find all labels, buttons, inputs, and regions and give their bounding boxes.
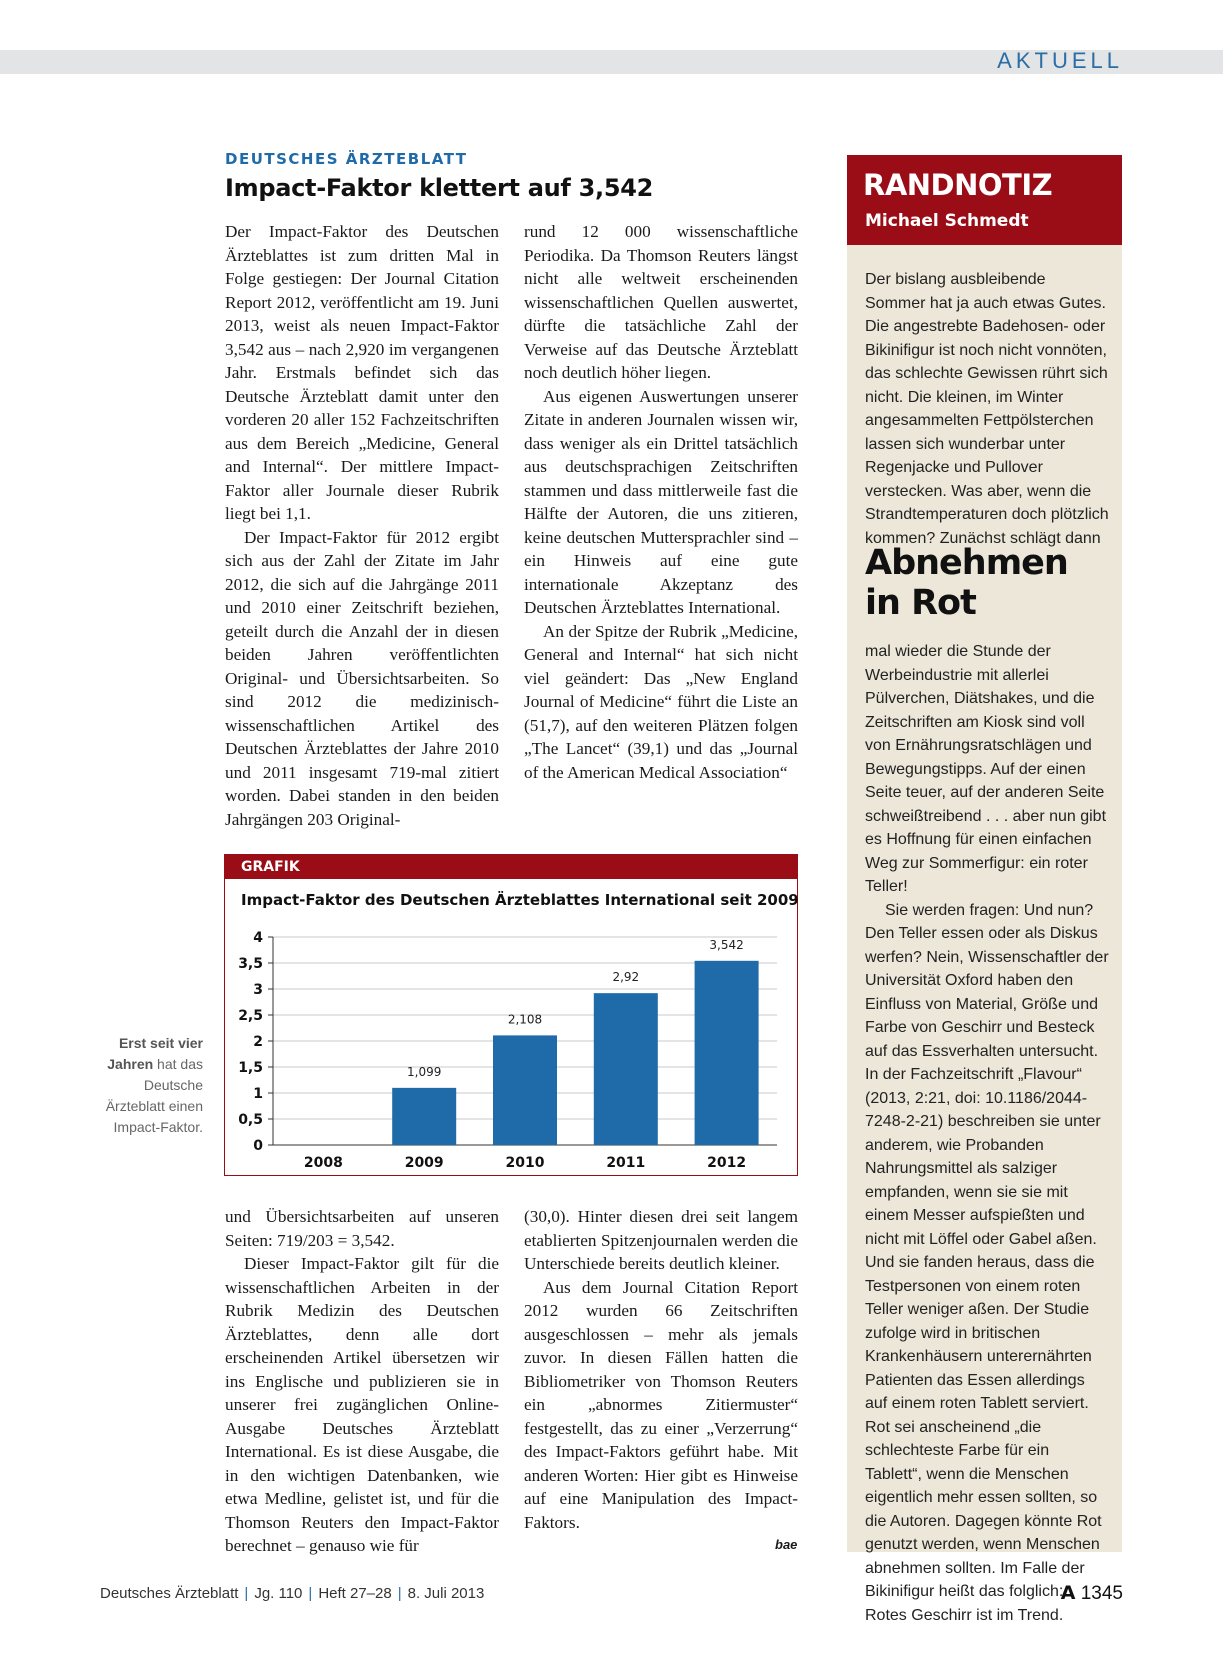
footer-separator: | bbox=[397, 1585, 402, 1602]
paragraph: Der Impact-Faktor für 2012 ergibt sich aus der Zahl der Zitate im Jahr 2012, die sich auf die Jahrgänge 2011 und 2010 einer Zeitschrift beziehen, geteilt durch die Anzahl der in diesen beiden Jahren veröffentlichten Original- und Übersichtsarbeiten. So sind 2012 die medizinisch-wissenschaftlichen Artikel des Deutschen Ärzteblattes der Jahre 2010 und 2011 insgesamt 719-mal zitiert worden. Dabei standen in den beiden Jahrgängen 203 Original- bbox=[225, 527, 499, 829]
paragraph: (30,0). Hinter diesen drei seit langem etablierten Spitzenjournalen werden die Unterschiede bereits deutlich kleiner. bbox=[524, 1207, 798, 1273]
sidebar-headline-line2: in Rot bbox=[865, 583, 976, 623]
footer-separator: | bbox=[308, 1585, 313, 1602]
paragraph: Der bislang ausbleibende Sommer hat ja auch etwas Gutes. Die angestrebte Badehosen- oder Bikinifigur ist noch nicht vonnöten, das schlechte Gewissen rührt sich nicht. Die kleinen, im Winter angesammelten Fettpölsterchen lassen sich wunderbar unter Regenjacke und Pullover verstecken. Was aber, wenn die Strandtemperaturen doch plötzlich kommen? Zunächst schlägt dann bbox=[865, 271, 1109, 547]
article-column-2 bbox=[524, 220, 798, 784]
paragraph: Sie werden fragen: Und nun? Den Teller essen oder als Diskus werfen? Nein, Wissenschaftler der Universität Oxford haben den Einfluss von Material, Größe und Farbe von Geschirr und Besteck auf das Essverhalten untersucht. In der Fachzeitschrift „Flavour“ (2013, 2:21, doi: 10.1186/2044-7248-2-21) beschreiben sie unter anderem, wie Probanden Nahrungsmittel als salziger empfanden, wenn sie sie mit einem Messer aufspießten und nicht mit Löffel oder Gabel aßen. Und sie fanden heraus, dass die Testpersonen von einem roten Teller weniger aßen. Der Studie zufolge wird in britischen Krankenhäusern unterernährten Patienten das Essen allerdings auf einem roten Tablett serviert. Rot sei anscheinend „die schlechteste Farbe für ein Tablett“, wenn die Menschen eigentlich mehr essen sollten, so die Autoren. Dagegen könnte Rot genutzt werden, wenn Menschen abnehmen sollten. Im Falle der Bikinifigur heißt das folglich: Rotes Geschirr ist im Trend. bbox=[865, 901, 1109, 1624]
page-footer bbox=[100, 1585, 484, 1602]
y-tick-label: 3,5 bbox=[238, 956, 263, 972]
paragraph: Aus dem Journal Citation Report 2012 wurden 66 Zeitschriften ausgeschlossen – mehr als jemals zuvor. In diesen Fällen hatten die Bibliometriker von Thomson Reuters ein „abnormes Zitiermuster“ festgestellt, das zu einer „Verzerrung“ des Impact-Faktors geführt habe. Mit anderen Worten: Hier gibt es Hinweise auf eine Manipulation des Impact-Faktors. bbox=[524, 1277, 798, 1532]
y-tick-label: 1,5 bbox=[238, 1060, 263, 1076]
paragraph: mal wieder die Stunde der Werbeindustrie mit allerlei Pülverchen, Diätshakes, und die Zeitschriften am Kiosk sind voll von Ernährungsratschlägen und Bewegungstipps. Auf der einen Seite teuer, auf der anderen Seite schweißtreibend . . . aber nun gibt es Hoffnung für einen einfachen Weg zur Sommerfigur: ein roter Teller! bbox=[865, 643, 1107, 895]
footer-issue: Heft 27–28 bbox=[318, 1585, 392, 1602]
footer-date: 8. Juli 2013 bbox=[407, 1585, 485, 1602]
article-column-4 bbox=[524, 1205, 798, 1534]
paragraph: und Übersichtsarbeiten auf unseren Seiten: 719/203 = 3,542. bbox=[225, 1207, 499, 1250]
impact-factor-chart bbox=[224, 854, 798, 1176]
footer-journal: Deutsches Ärzteblatt bbox=[100, 1585, 239, 1602]
caption-text: hat das Deutsche Ärzteblatt einen Impact-Faktor. bbox=[105, 1056, 203, 1135]
x-tick-label: 2012 bbox=[707, 1155, 747, 1171]
page-prefix: A bbox=[1060, 1582, 1076, 1604]
article-column-3 bbox=[225, 1205, 499, 1558]
paragraph: rund 12 000 wissenschaftliche Periodika. Da Thomson Reuters längst nicht alle weltweit erscheinenden wissenschaftlichen Quellen auswertet, dürfte die tatsächliche Zahl der Verweise auf das Deutsche Ärzteblatt noch deutlich höher liegen. bbox=[524, 222, 798, 382]
y-tick-label: 2,5 bbox=[238, 1008, 263, 1024]
y-tick-label: 0 bbox=[253, 1138, 263, 1154]
x-tick-label: 2010 bbox=[505, 1155, 545, 1171]
paragraph: Aus eigenen Auswertungen unserer Zitate in anderen Journalen wissen wir, dass weniger als ein Drittel tatsächlich aus deutschsprachigen Zeitschriften stammen und dass mittlerweile fast die Hälfte der Autoren, die uns zitieren, keine deutschen Muttersprachler sind – ein Hinweis auf eine gute internationale Akzeptanz des Deutschen Ärzteblattes International. bbox=[524, 386, 798, 617]
bar bbox=[594, 993, 658, 1145]
author-signature: bae bbox=[775, 1537, 798, 1552]
data-label: 2,108 bbox=[507, 1012, 543, 1027]
y-tick-label: 2 bbox=[253, 1034, 263, 1050]
y-tick-label: 3 bbox=[253, 982, 263, 998]
sidebar-header bbox=[847, 155, 1122, 245]
sidebar-title: RANDNOTIZ bbox=[863, 168, 1053, 202]
bar bbox=[493, 1035, 557, 1145]
paragraph: Dieser Impact-Faktor gilt für die wissenschaftlichen Arbeiten in der Rubrik Medizin des Deutschen Ärzteblattes, denn alle dort erscheinenden Artikel übersetzen wir ins Englische und publizieren sie in unserer frei zugänglichen Online-Ausgabe Deutsches Ärzteblatt International. Es ist diese Ausgabe, die in den wichtigen Datenbanken, wie etwa Medline, gelistet ist, und für die Thomson Reuters den Impact-Faktor berechnet – genauso wie für bbox=[225, 1254, 499, 1555]
article-headline: Impact-Faktor klettert auf 3,542 bbox=[225, 174, 654, 202]
image-caption bbox=[90, 1033, 203, 1138]
sidebar-headline-line1: Abnehmen bbox=[865, 543, 1068, 583]
page-number bbox=[1061, 1582, 1123, 1605]
bar bbox=[392, 1088, 456, 1145]
caption-bold: Erst seit vier Jahren bbox=[107, 1035, 203, 1072]
bar bbox=[695, 961, 759, 1145]
y-tick-label: 4 bbox=[253, 930, 263, 946]
data-label: 1,099 bbox=[407, 1064, 442, 1079]
data-label: 3,542 bbox=[709, 937, 744, 952]
paragraph: Der Impact-Faktor des Deutschen Ärzteblattes ist zum dritten Mal in Folge gestiegen: Der Journal Citation Report 2012, veröffentlicht am 19. Juni 2013, weist als neuen Impact-Faktor 3,542 aus – nach 2,920 im vergangenen Jahr. Erstmals befindet sich das Deutsche Ärzteblatt damit unter den vorderen 20 aller 152 Fachzeitschriften aus dem Bereich „Medicine, General and Internal“. Der mittlere Impact-Faktor aller Journale dieser Rubrik liegt bei 1,1. bbox=[225, 222, 499, 523]
page-number-value: 1345 bbox=[1080, 1583, 1123, 1604]
footer-separator: | bbox=[244, 1585, 249, 1602]
y-tick-label: 0,5 bbox=[238, 1112, 263, 1128]
chart-plot bbox=[225, 855, 796, 1174]
x-tick-label: 2009 bbox=[404, 1155, 444, 1171]
article-column-1 bbox=[225, 220, 499, 831]
sidebar-text-body bbox=[865, 640, 1109, 1627]
footer-volume: Jg. 110 bbox=[254, 1585, 303, 1602]
paragraph: An der Spitze der Rubrik „Medicine, General and Internal“ hat sich nicht viel geändert: Das „New England Journal of Medicine“ führt die Liste an (51,7), auf den weiteren Plätzen folgen „The Lancet“ (39,1) und das „Journal of the American Medical Association“ bbox=[524, 621, 798, 782]
data-label: 2,92 bbox=[612, 970, 640, 985]
section-label: AKTUELL bbox=[997, 48, 1123, 73]
sidebar-text-intro bbox=[865, 268, 1109, 550]
y-tick-label: 1 bbox=[253, 1086, 263, 1102]
chart-label: GRAFIK bbox=[225, 855, 797, 879]
article-kicker: DEUTSCHES ÄRZTEBLATT bbox=[225, 150, 468, 168]
chart-title: Impact-Faktor des Deutschen Ärzteblattes International seit 2009 bbox=[241, 891, 799, 909]
sidebar-headline bbox=[865, 543, 1109, 623]
x-tick-label: 2008 bbox=[303, 1155, 343, 1171]
x-tick-label: 2011 bbox=[606, 1155, 646, 1171]
sidebar-author: Michael Schmedt bbox=[865, 211, 1029, 231]
